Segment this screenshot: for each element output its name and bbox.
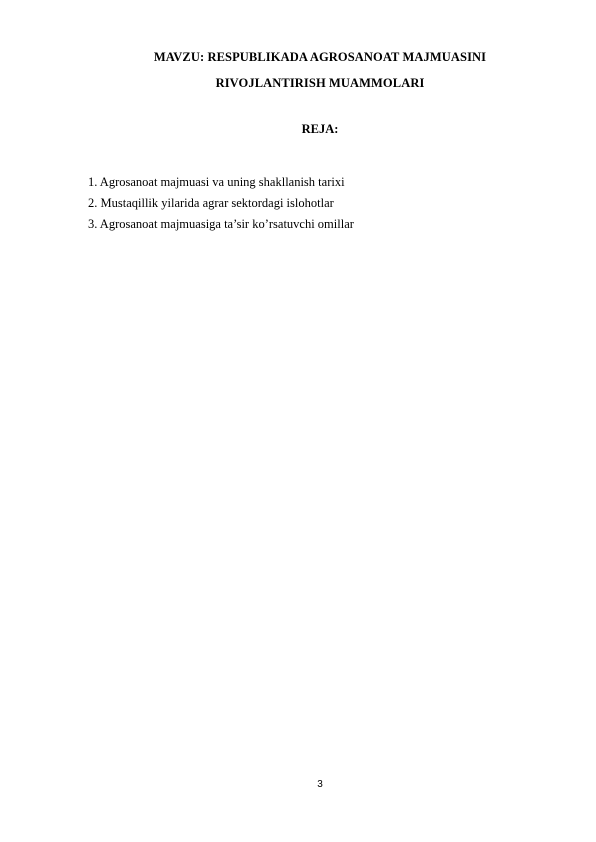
document-title-line-2: RIVOJLANTIRISH MUAMMOLARI [215,76,425,90]
plan-item: 1. Agrosanoat majmuasi va uning shakllanish tarixi [88,175,345,189]
plan-item: 2. Mustaqillik yilarida agrar sektordagi islohotlar [88,196,334,210]
document-title-line-1: MAVZU: RESPUBLIKADA AGROSANOAT MAJMUASINI [153,50,487,64]
plan-heading: REJA: [301,122,339,136]
plan-list [88,172,354,235]
plan-item: 3. Agrosanoat majmuasiga ta’sir ko’rsatuvchi omillar [88,217,354,231]
page-number: 3 [317,779,323,790]
